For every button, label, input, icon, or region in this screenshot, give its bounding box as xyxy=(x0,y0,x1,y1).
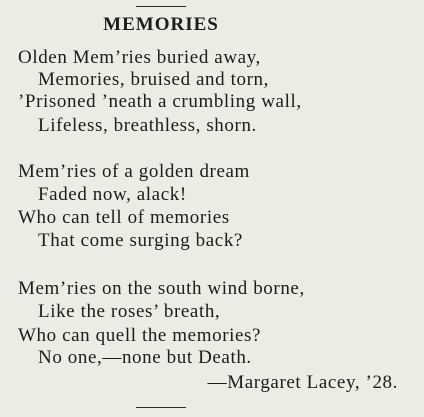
stanza-1-line-2: Memories, bruised and torn, xyxy=(38,69,269,90)
stanza-3-line-2: Like the roses’ breath, xyxy=(38,301,221,322)
stanza-3-line-4: No one,—none but Death. xyxy=(38,347,252,368)
author-signature: —Margaret Lacey, ’28. xyxy=(207,372,398,393)
stanza-1-line-1: Olden Mem’ries buried away, xyxy=(18,47,261,68)
stanza-2-line-4: That come surging back? xyxy=(38,230,243,251)
top-divider xyxy=(136,6,186,7)
stanza-2-line-3: Who can tell of memories xyxy=(18,207,230,228)
stanza-2-line-1: Mem’ries of a golden dream xyxy=(18,161,250,182)
stanza-3-line-1: Mem’ries on the south wind borne, xyxy=(18,278,305,299)
stanza-1-line-4: Lifeless, breathless, shorn. xyxy=(38,115,257,136)
poem-title: MEMORIES xyxy=(103,14,219,35)
stanza-2-line-2: Faded now, alack! xyxy=(38,184,187,205)
stanza-1-line-3: ’Prisoned ’neath a crumbling wall, xyxy=(18,91,302,112)
stanza-3-line-3: Who can quell the memories? xyxy=(18,325,262,346)
bottom-divider xyxy=(136,407,186,408)
